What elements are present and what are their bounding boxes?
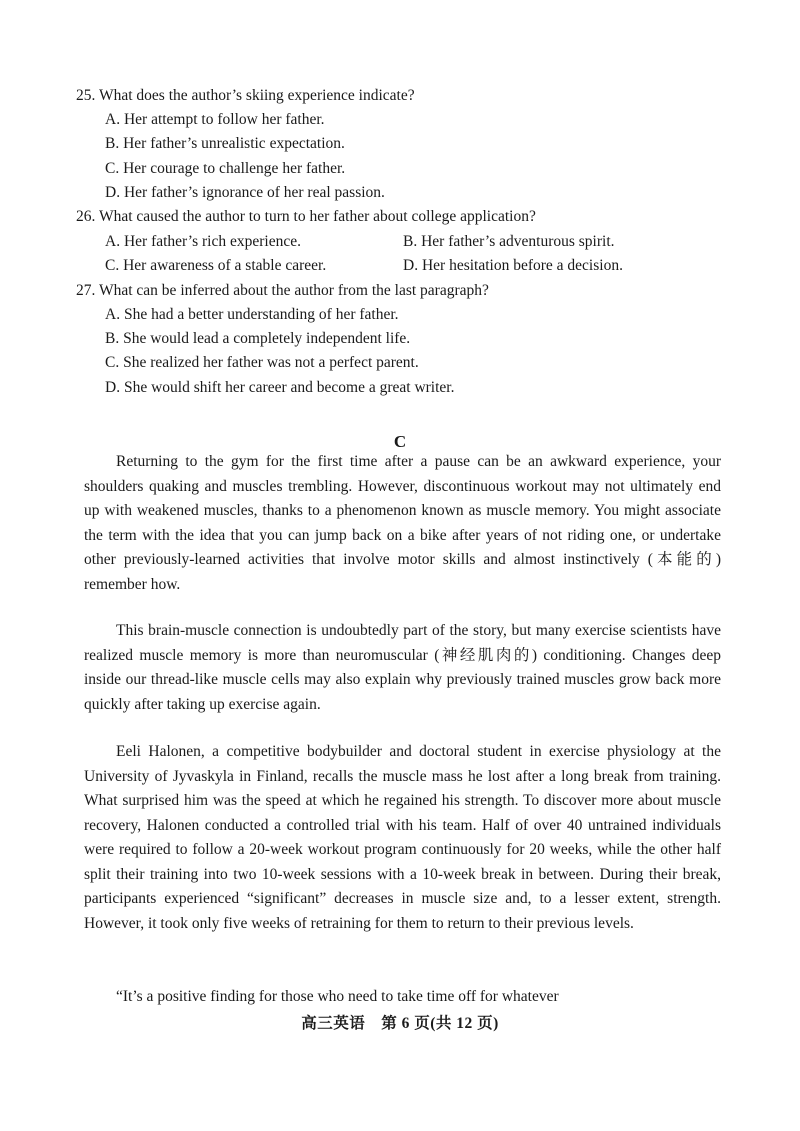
question-25-option-c (105, 157, 345, 182)
option-text: She would shift her career and become a great writer. (123, 379, 455, 396)
option-label: D. (403, 257, 419, 274)
question-number: 25. (76, 87, 96, 104)
option-label: A. (105, 233, 121, 250)
option-text: Her attempt to follow her father. (123, 111, 325, 128)
option-text: She had a better understanding of her father. (123, 306, 399, 323)
question-25-option-d (105, 181, 385, 206)
question-27-option-b (105, 327, 410, 352)
option-label: D. (105, 184, 121, 201)
option-label: C. (105, 257, 120, 274)
option-label: A. (105, 111, 121, 128)
option-text: She would lead a completely independent life. (123, 330, 411, 347)
question-25-stem (76, 84, 415, 109)
option-label: C. (105, 354, 120, 371)
question-26-option-a (105, 230, 301, 255)
section-heading: C (393, 432, 407, 451)
passage-paragraph-4: “It’s a positive finding for those who need to take time off for whatever (116, 988, 559, 1005)
question-text: What does the author’s skiing experience indicate? (98, 87, 415, 104)
option-text: Her courage to challenge her father. (123, 160, 346, 177)
page-footer: 高三英语 第 6 页(共 12 页) (301, 1015, 499, 1032)
option-label: B. (105, 135, 120, 152)
option-text: Her father’s ignorance of her real passion. (123, 184, 385, 201)
option-text: Her father’s adventurous spirit. (421, 233, 615, 250)
question-27-option-d (105, 376, 454, 401)
passage-paragraph-3: Eeli Halonen, a competitive bodybuilder and doctoral student in exercise physiology at the University of Jyvaskyla in Finland, recalls the muscle mass he lost after a long break from training. What surprised him was the speed at which he regained his strength. To discover more about muscle recovery, Halonen conducted a controlled trial with his team. Half of over 40 untrained individuals were required to follow a 20-week workout program continuously for 20 weeks, while the other half split their training into two 10-week sessions with a 10-week break in between. During their break, participants experienced “significant” decreases in muscle size and, to a lesser extent, strength. However, it took only five weeks of retraining for them to return to their previous levels. (84, 743, 721, 932)
option-text: Her father’s unrealistic expectation. (123, 135, 345, 152)
question-27-option-a (105, 303, 399, 328)
question-text: What caused the author to turn to her father about college application? (98, 208, 536, 225)
passage-paragraph-2: This brain-muscle connection is undoubtedly part of the story, but many exercise scientists have realized muscle memory is more than neuromuscular (神经肌肉的) conditioning. Changes deep inside our thread-like muscle cells may also explain why previously trained muscles grow back more quickly after taking up exercise again. (84, 622, 721, 713)
question-27-stem (76, 279, 489, 304)
question-26-stem (76, 205, 536, 230)
question-27-option-c (105, 351, 419, 376)
option-label: C. (105, 160, 120, 177)
question-number: 26. (76, 208, 96, 225)
question-26-option-d (403, 254, 623, 279)
question-26-option-c (105, 254, 326, 279)
question-number: 27. (76, 282, 96, 299)
question-26-option-b (403, 230, 615, 255)
passage-paragraph-1: Returning to the gym for the first time after a pause can be an awkward experience, your shoulders quaking and muscles trembling. However, discontinuous workout may not ultimately end up with weakened muscles, thanks to a phenomenon known as muscle memory. You might associate the term with the idea that you can jump back on a bike after years of not riding one, or undertake other previously-learned activities that involve motor skills and almost instinctively (本能的) remember how. (84, 453, 721, 593)
option-label: B. (403, 233, 418, 250)
question-25-option-a (105, 108, 325, 133)
question-25-option-b (105, 132, 345, 157)
option-label: D. (105, 379, 121, 396)
question-text: What can be inferred about the author from the last paragraph? (98, 282, 489, 299)
option-label: B. (105, 330, 120, 347)
option-text: Her hesitation before a decision. (421, 257, 623, 274)
option-text: Her father’s rich experience. (123, 233, 301, 250)
option-label: A. (105, 306, 121, 323)
option-text: Her awareness of a stable career. (123, 257, 327, 274)
option-text: She realized her father was not a perfect parent. (123, 354, 419, 371)
